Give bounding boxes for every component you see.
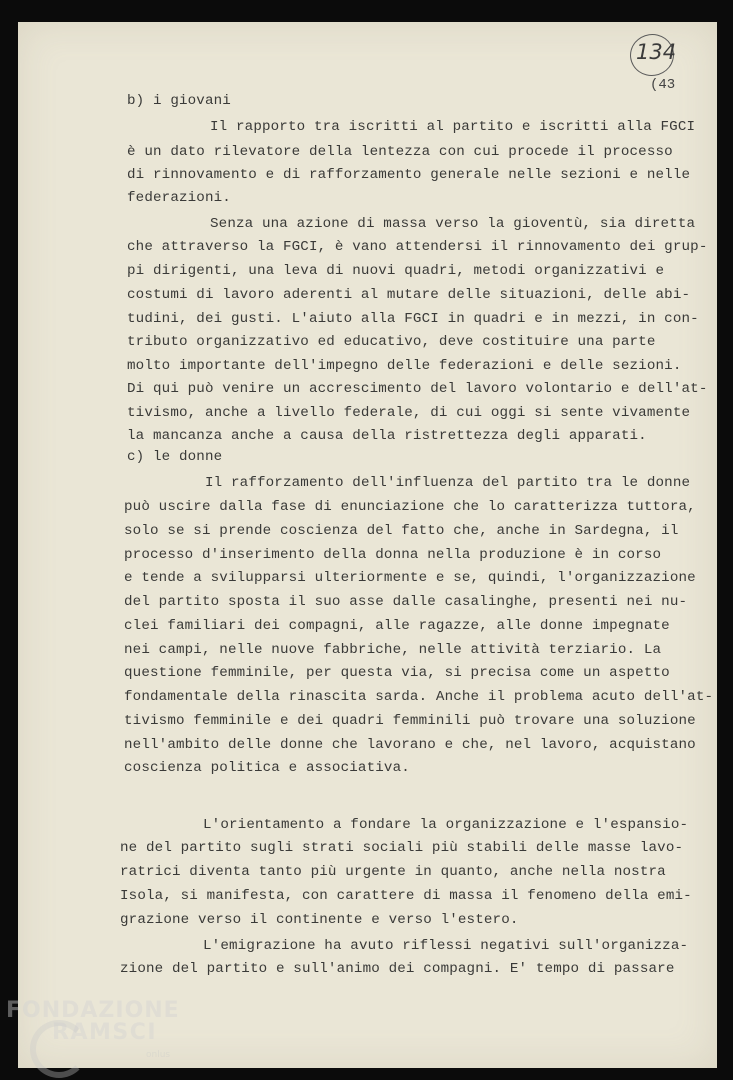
text-line: tivismo femminile e dei quadri femminili può trovare una soluzione [124,713,696,729]
text-line: Isola, si manifesta, con carattere di massa il fenomeno della emi- [120,888,692,904]
text-line: nell'ambito delle donne che lavorano e che, nel lavoro, acquistano [124,737,696,753]
watermark-line2: RAMSCI [52,1020,158,1045]
text-line: è un dato rilevatore della lentezza con cui procede il processo [127,144,673,160]
watermark-small: onlus [146,1050,171,1060]
text-line: nei campi, nelle nuove fabbriche, nelle attività terziario. La [124,642,662,658]
page-number: 134 [636,40,677,64]
heading-donne: c) le donne [127,449,223,465]
text-line: molto importante dell'impegno delle federazioni e delle sezioni. [127,358,682,374]
watermark-logo-icon [30,1020,88,1078]
text-line: questione femminile, per questa via, si precisa come un aspetto [124,665,670,681]
text-line: tivismo, anche a livello federale, di cui oggi si sente vivamente [127,405,691,421]
text-line: federazioni. [127,190,231,206]
text-line: tributo organizzativo ed educativo, deve costituire una parte [127,334,656,350]
text-line: di rinnovamento e di rafforzamento generale nelle sezioni e nelle [127,167,691,183]
text-line: zione del partito e sull'animo dei compagni. E' tempo di passare [120,961,675,977]
text-line: ratrici diventa tanto più urgente in quanto, anche nella nostra [120,864,666,880]
text-line: clei familiari dei compagni, alle ragazze, alle donne impegnate [124,618,670,634]
text-line: L'emigrazione ha avuto riflessi negativi sull'organizza- [203,938,689,954]
heading-giovani: b) i giovani [127,93,231,109]
text-line: L'orientamento a fondare la organizzazione e l'espansio- [203,817,689,833]
text-line: Di qui può venire un accrescimento del lavoro volontario e dell'at- [127,381,708,397]
text-line: coscienza politica e associativa. [124,760,410,776]
text-line: Il rapporto tra iscritti al partito e iscritti alla FGCI [210,119,696,135]
text-line: che attraverso la FGCI, è vano attendersi il rinnovamento dei grup- [127,239,708,255]
text-line: processo d'inserimento della donna nella produzione è in corso [124,547,662,563]
watermark-line1: FONDAZIONE [6,998,180,1023]
text-line: e tende a svilupparsi ulteriormente e se, quindi, l'organizzazione [124,570,696,586]
text-line: pi dirigenti, una leva di nuovi quadri, metodi organizzativi e [127,263,665,279]
text-line: ne del partito sugli strati sociali più stabili delle masse lavo- [120,840,684,856]
text-line: grazione verso il continente e verso l'estero. [120,912,519,928]
text-line: fondamentale della rinascita sarda. Anche il problema acuto dell'at- [124,689,714,705]
text-line: può uscire dalla fase di enunciazione che lo caratterizza tuttora, [124,499,696,515]
text-line: solo se si prende coscienza del fatto che, anche in Sardegna, il [124,523,679,539]
text-line: Senza una azione di massa verso la gioventù, sia diretta [210,216,696,232]
page-number-secondary: (43 [650,77,676,93]
text-line: tudini, dei gusti. L'aiuto alla FGCI in quadri e in mezzi, in con- [127,311,699,327]
text-line: la mancanza anche a causa della ristrettezza degli apparati. [127,428,647,444]
text-line: Il rafforzamento dell'influenza del partito tra le donne [205,475,691,491]
text-line: costumi di lavoro aderenti al mutare delle situazioni, delle abi- [127,287,691,303]
text-line: del partito sposta il suo asse dalle casalinghe, presenti nei nu- [124,594,688,610]
